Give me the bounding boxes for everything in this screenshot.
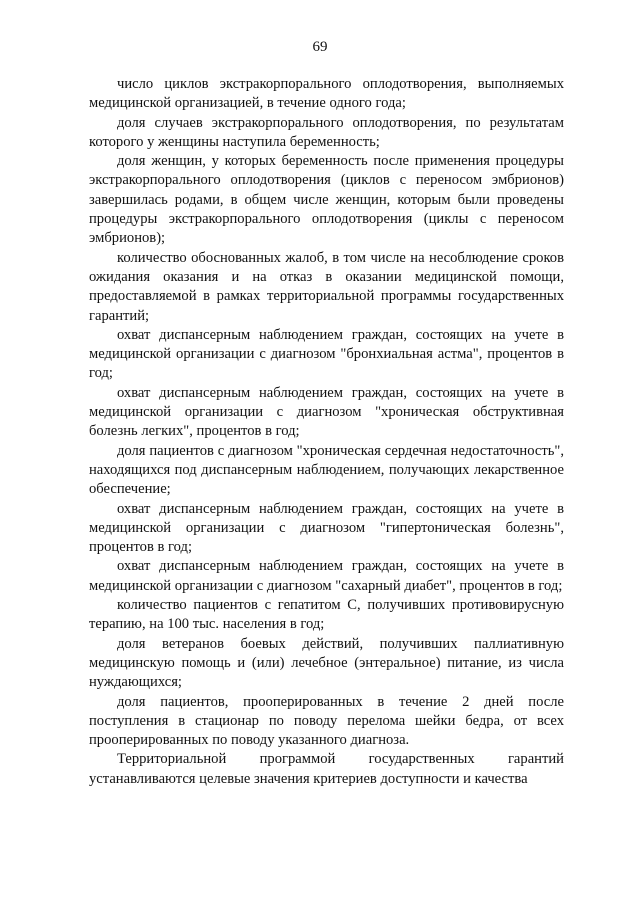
paragraph-asthma: охват диспансерным наблюдением граждан, состоящих на учете в медицинской организации с диагнозом "бронхиальная астма", процентов в год; bbox=[89, 326, 564, 382]
paragraph-diabetes: охват диспансерным наблюдением граждан, состоящих на учете в медицинской организации с диагнозом "сахарный диабет", процентов в год; bbox=[89, 558, 564, 594]
page-number: 69 bbox=[312, 39, 328, 55]
document-body bbox=[89, 75, 564, 789]
paragraph-hip-fracture: доля пациентов, прооперированных в течение 2 дней после поступления в стационар по поводу перелома шейки бедра, от всех прооперированных по поводу указанного диагноза. bbox=[89, 693, 564, 749]
paragraph-ivf-pregnancy: доля случаев экстракорпорального оплодотворения, по результатам которого у женщины наступила беременность; bbox=[89, 114, 564, 150]
paragraph-target-values: Территориальной программой государственных гарантий устанавливаются целевые значения критериев доступности и качества bbox=[89, 751, 564, 787]
paragraph-hepatitis: количество пациентов с гепатитом С, получивших противовирусную терапию, на 100 тыс. населения в год; bbox=[89, 597, 564, 633]
paragraph-copd: охват диспансерным наблюдением граждан, состоящих на учете в медицинской организации с диагнозом "хроническая обструктивная болезнь легких", процентов в год; bbox=[89, 384, 564, 440]
paragraph-ivf-cycles: число циклов экстракорпорального оплодотворения, выполняемых медицинской организацией, в течение одного года; bbox=[89, 76, 564, 112]
paragraph-veterans: доля ветеранов боевых действий, получивших паллиативную медицинскую помощь и (или) лечебное (энтеральное) питание, из числа нуждающихся; bbox=[89, 635, 564, 691]
paragraph-ivf-births: доля женщин, у которых беременность после применения процедуры экстракорпорального оплодотворения (циклов с переносом эмбрионов) завершилась родами, в общем числе женщин, которым были проведены процедуры экстракорпорального оплодотворения (циклы с переносом эмбрионов); bbox=[89, 153, 564, 247]
paragraph-complaints: количество обоснованных жалоб, в том числе на несоблюдение сроков ожидания оказания и на отказ в оказании медицинской помощи, предоставляемой в рамках территориальной программы государственных гарантий; bbox=[89, 249, 564, 324]
paragraph-heart-failure: доля пациентов с диагнозом "хроническая сердечная недостаточность", находящихся под диспансерным наблюдением, получающих лекарственное обеспечение; bbox=[89, 442, 564, 498]
paragraph-hypertension: охват диспансерным наблюдением граждан, состоящих на учете в медицинской организации с диагнозом "гипертоническая болезнь", процентов в год; bbox=[89, 500, 564, 556]
